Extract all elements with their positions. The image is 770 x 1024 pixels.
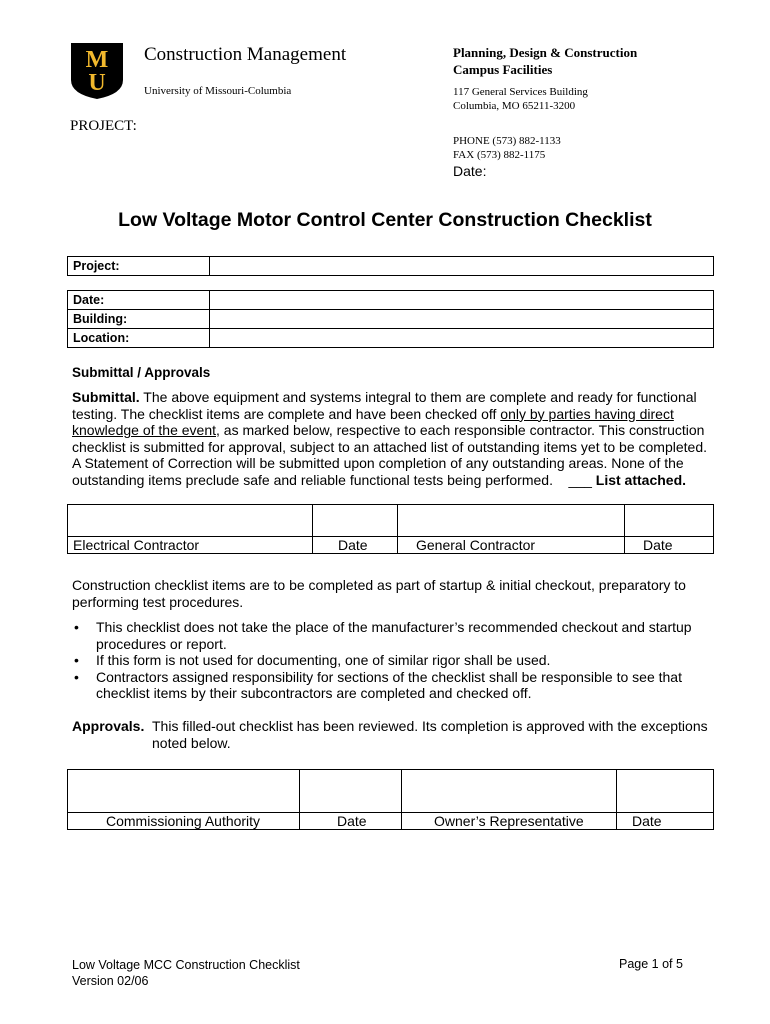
submittal-text-b: , as marked below, respective to each responsible contractor. This construction checklist is submitted for approval, subject to an attached list of outstanding items yet to be completed. A Statement of Correction will be submitted upon completion of any outstanding areas. None of the outstanding items preclude safe and reliable functional tests being performed. [72,422,708,488]
commissioning-authority-caption: Commissioning Authority [68,813,300,830]
department-line-2: Campus Facilities [453,62,553,77]
general-contractor-caption: General Contractor [398,537,625,554]
electrical-contractor-caption: Electrical Contractor [68,537,313,554]
document-title: Low Voltage Motor Control Center Construction Checklist [118,209,652,231]
bullet-icon: • [74,668,79,685]
date-label: Date: [68,291,210,310]
date-field[interactable] [210,291,714,310]
building-label: Building: [68,310,210,329]
electrical-date-sign-area[interactable] [313,505,398,537]
owner-rep-caption: Owner’s Representative [402,813,617,830]
approval-signature-table [67,769,714,830]
submittal-lead: Submittal. [72,389,140,405]
general-date-caption: Date [625,537,714,554]
submittal-heading: Submittal / Approvals [72,365,211,380]
list-item [72,652,712,669]
org-name: Construction Management [144,44,347,65]
department [453,44,637,78]
footer-left [72,957,300,989]
commissioning-authority-sign-area[interactable] [68,770,300,813]
notes-intro: Construction checklist items are to be completed as part of startup & initial checkout, preparatory to performing test procedures. [72,577,686,610]
list-item-text: Contractors assigned responsibility for sections of the checklist shall be responsible to see that checklist items by their subcontractors are completed and checked off. [96,668,682,702]
approvals-lead: Approvals. [72,718,145,734]
project-header-label: PROJECT: [70,118,137,134]
date-header-label: Date: [453,163,487,179]
building-field[interactable] [210,310,714,329]
address-line-1: 117 General Services Building [453,86,588,98]
org-subtitle: University of Missouri-Columbia [144,85,292,97]
contact-info [453,134,561,162]
contractor-signature-table [67,504,714,554]
list-item-text: If this form is not used for documenting, one of similar rigor shall be used. [96,652,551,669]
approvals-text: This filled-out checklist has been reviewed. Its completion is approved with the exceptions noted below. [152,718,708,751]
submittal-underlined: only by parties having direct knowledge of the event [72,405,674,439]
list-item [72,619,712,652]
footer-version: Version 02/06 [72,974,149,988]
list-attached-label: List attached. [595,471,687,488]
submittal-paragraph [72,389,712,489]
commissioning-date-sign-area[interactable] [300,770,402,813]
approvals-paragraph [72,718,712,751]
location-table [67,290,714,348]
owner-date-caption: Date [617,813,714,830]
notes-list [72,619,712,702]
list-item [72,669,712,702]
department-line-1: Planning, Design & Construction [453,45,638,60]
project-table [67,256,714,276]
address-line-2: Columbia, MO 65211-3200 [453,100,576,112]
bullet-icon: • [74,652,79,669]
owner-rep-sign-area[interactable] [402,770,617,813]
address [453,85,588,113]
electrical-contractor-sign-area[interactable] [68,505,313,537]
svg-text:M: M [85,47,109,73]
general-date-sign-area[interactable] [625,505,714,537]
commissioning-date-caption: Date [300,813,402,830]
bullet-icon: • [74,619,79,635]
submittal-text-a: The above equipment and systems integral to them are complete and ready for functional testing. The checklist items are complete and have been checked off [72,389,697,422]
electrical-date-caption: Date [313,537,398,554]
footer-document-name: Low Voltage MCC Construction Checklist [72,958,300,972]
general-contractor-sign-area[interactable] [398,505,625,537]
project-field[interactable] [210,257,714,276]
list-attached-blank[interactable]: ___ [568,471,592,488]
owner-date-sign-area[interactable] [617,770,714,813]
svg-text:U: U [88,70,106,96]
university-logo [70,42,124,100]
location-field[interactable] [210,329,714,348]
page-number: Page 1 of 5 [619,957,683,971]
phone: PHONE (573) 882-1133 [453,135,561,147]
project-label: Project: [68,257,210,276]
fax: FAX (573) 882-1175 [453,149,546,161]
location-label: Location: [68,329,210,348]
list-item-text: This checklist does not take the place of the manufacturer’s recommended checkout and startup procedures or report. [96,619,692,652]
